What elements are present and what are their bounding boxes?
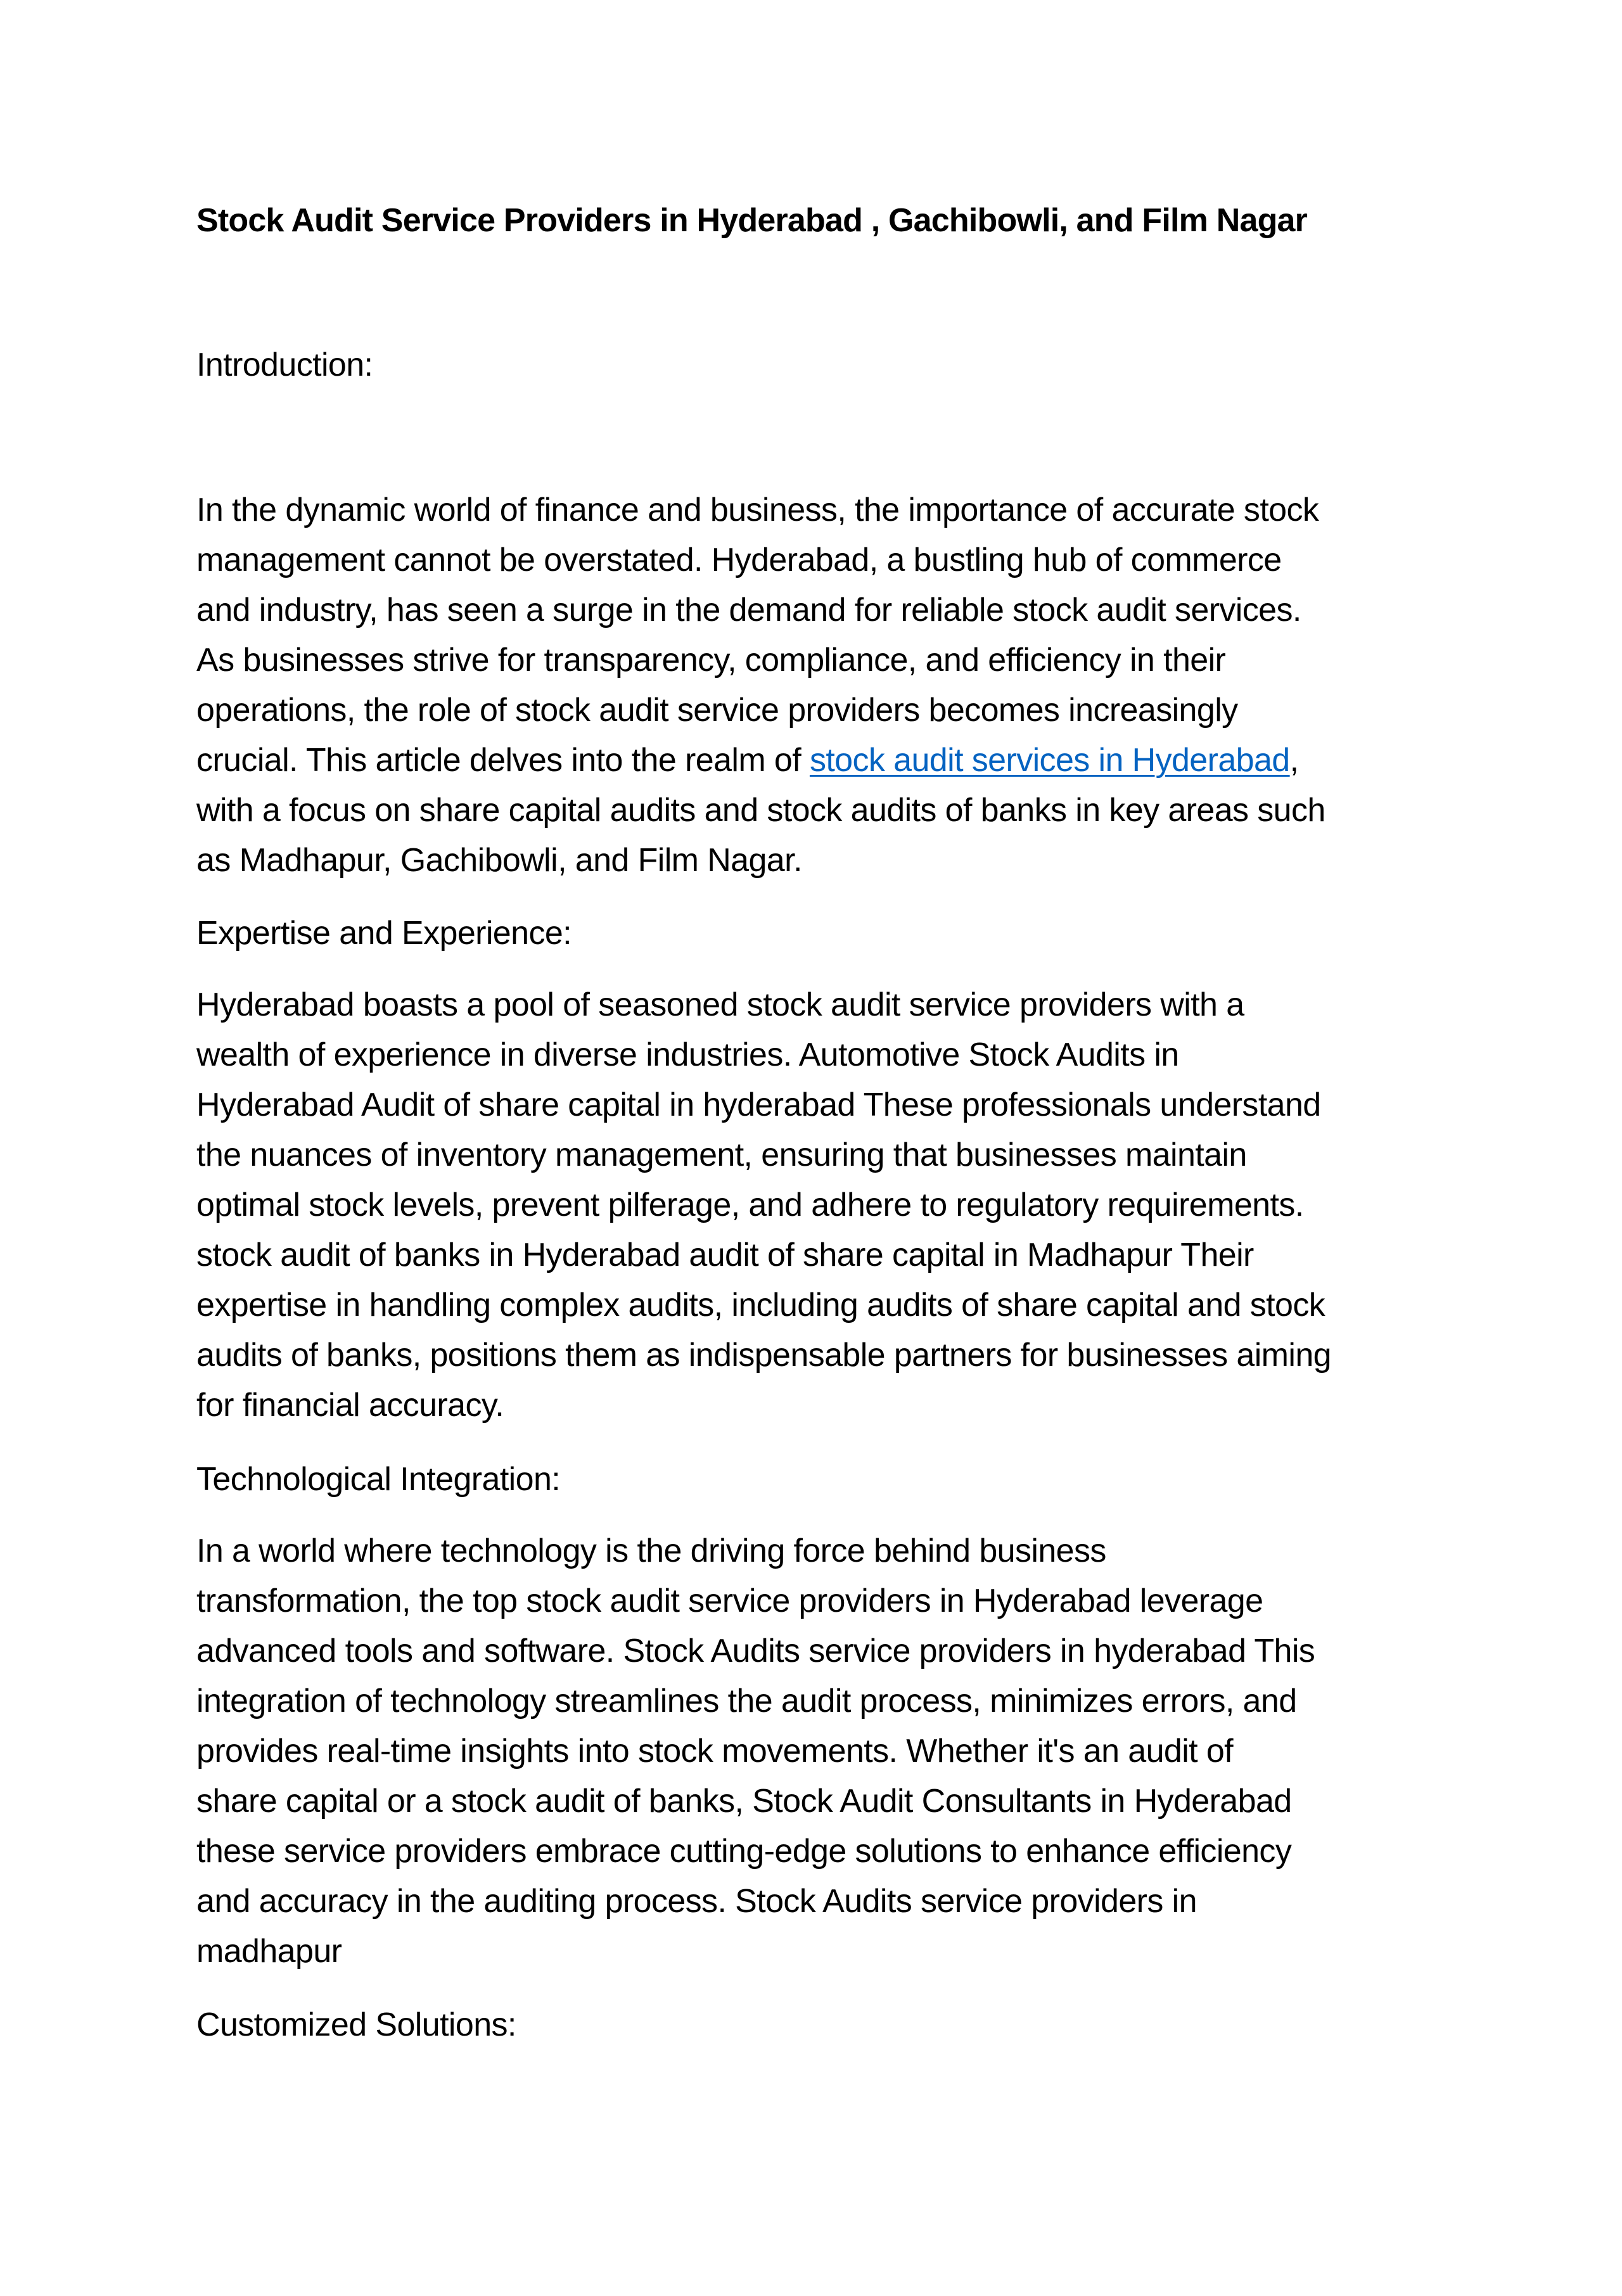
document-title: Stock Audit Service Providers in Hyderabad , Gachibowli, and Film Nagar: [196, 202, 1308, 239]
section-heading-introduction: Introduction:: [196, 347, 373, 383]
paragraph-line: Hyderabad Audit of share capital in hyderabad These professionals understand: [196, 1087, 1321, 1123]
paragraph-line: integration of technology streamlines the audit process, minimizes errors, and: [196, 1683, 1297, 1719]
paragraph-line: stock audit of banks in Hyderabad audit of share capital in Madhapur Their: [196, 1237, 1254, 1273]
paragraph-line: for financial accuracy.: [196, 1387, 504, 1424]
paragraph-line: these service providers embrace cutting-edge solutions to enhance efficiency: [196, 1833, 1292, 1870]
paragraph-line: madhapur: [196, 1933, 342, 1970]
paragraph-line: expertise in handling complex audits, including audits of share capital and stock: [196, 1287, 1325, 1323]
paragraph-line: In the dynamic world of finance and business, the importance of accurate stock: [196, 492, 1319, 528]
paragraph-line: wealth of experience in diverse industries. Automotive Stock Audits in: [196, 1036, 1179, 1073]
paragraph-line: In a world where technology is the driving force behind business: [196, 1533, 1106, 1569]
stock-audit-services-hyderabad-link[interactable]: stock audit services in Hyderabad: [809, 742, 1290, 779]
section-heading-customized-solutions: Customized Solutions:: [196, 2006, 516, 2043]
paragraph-line: audits of banks, positions them as indispensable partners for businesses aiming: [196, 1337, 1331, 1374]
section-heading-expertise: Expertise and Experience:: [196, 915, 572, 952]
section-heading-technological-integration: Technological Integration:: [196, 1461, 561, 1498]
paragraph-line: As businesses strive for transparency, compliance, and efficiency in their: [196, 642, 1226, 679]
link-line-prefix: crucial. This article delves into the realm of: [196, 742, 810, 779]
paragraph-line: Hyderabad boasts a pool of seasoned stock audit service providers with a: [196, 986, 1244, 1023]
paragraph-line: the nuances of inventory management, ensuring that businesses maintain: [196, 1137, 1247, 1173]
paragraph-line: management cannot be overstated. Hyderabad, a bustling hub of commerce: [196, 542, 1282, 578]
paragraph-line: share capital or a stock audit of banks, Stock Audit Consultants in Hyderabad: [196, 1783, 1292, 1820]
paragraph-line: and industry, has seen a surge in the demand for reliable stock audit services.: [196, 592, 1301, 628]
link-line-suffix: ,: [1289, 742, 1299, 779]
paragraph-line: operations, the role of stock audit service providers becomes increasingly: [196, 692, 1238, 729]
paragraph-line: provides real-time insights into stock movements. Whether it's an audit of: [196, 1733, 1234, 1770]
paragraph-line: and accuracy in the auditing process. Stock Audits service providers in: [196, 1883, 1197, 1920]
paragraph-line: advanced tools and software. Stock Audits service providers in hyderabad This: [196, 1633, 1315, 1669]
paragraph-line: with a focus on share capital audits and stock audits of banks in key areas such: [196, 792, 1325, 829]
paragraph-line: optimal stock levels, prevent pilferage, and adhere to regulatory requirements.: [196, 1187, 1304, 1223]
paragraph-line-with-link: [196, 741, 1298, 779]
paragraph-line: transformation, the top stock audit service providers in Hyderabad leverage: [196, 1583, 1263, 1619]
paragraph-line: as Madhapur, Gachibowli, and Film Nagar.: [196, 842, 802, 879]
